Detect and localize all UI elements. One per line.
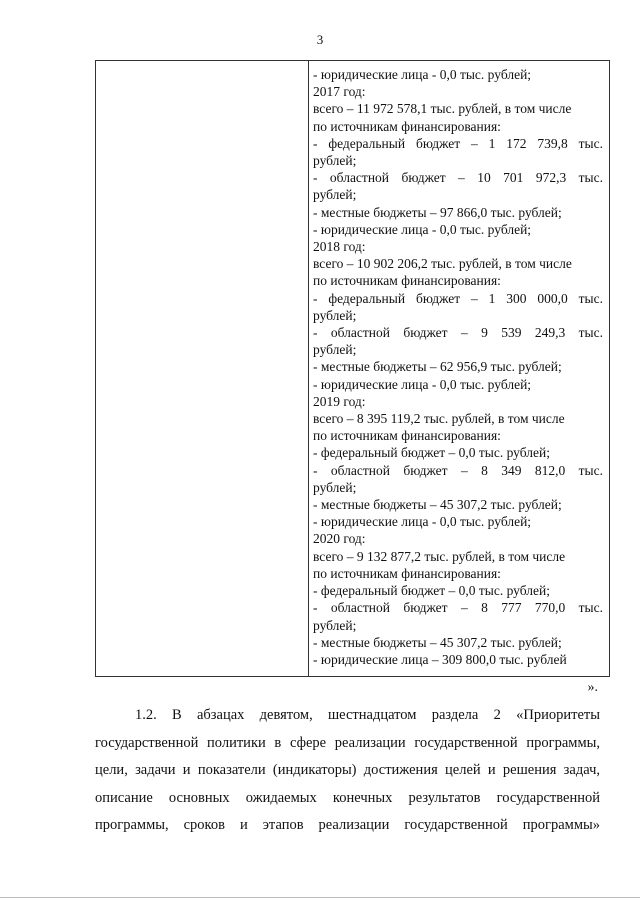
table-line: по источникам финансирования: bbox=[313, 565, 501, 581]
table-line: - местные бюджеты – 45 307,2 тыс. рублей; bbox=[313, 634, 562, 650]
table-line: - юридические лица - 0,0 тыс. рублей; bbox=[313, 376, 532, 392]
table-line: - областной бюджет – 8 777 770,0 тыс. bbox=[313, 600, 603, 616]
table-line: по источникам финансирования: bbox=[313, 428, 501, 444]
table-line: всего – 10 902 206,2 тыс. рублей, в том числе bbox=[313, 256, 572, 272]
closing-quote: ». bbox=[587, 680, 598, 695]
table-line: рублей; bbox=[313, 187, 357, 203]
paragraph-line: государственной политики в сфере реализации государственной программы, bbox=[95, 734, 600, 751]
table-line: - юридические лица - 0,0 тыс. рублей; bbox=[313, 67, 532, 82]
table-line: - юридические лица - 0,0 тыс. рублей; bbox=[313, 514, 532, 530]
table-line: - федеральный бюджет – 1 300 000,0 тыс. bbox=[313, 290, 603, 306]
table-line: - федеральный бюджет – 0,0 тыс. рублей; bbox=[313, 583, 550, 599]
table-line: всего – 11 972 578,1 тыс. рублей, в том числе bbox=[313, 101, 572, 117]
table-column-divider bbox=[308, 61, 309, 676]
table-line: рублей; bbox=[313, 307, 357, 323]
table-line: 2018 год: bbox=[313, 239, 366, 255]
financing-cell bbox=[313, 66, 603, 668]
paragraph-line: описание основных ожидаемых конечных результатов государственной bbox=[95, 789, 600, 806]
table-line: 2020 год: bbox=[313, 531, 366, 547]
table-line: по источникам финансирования: bbox=[313, 118, 501, 134]
table-line: - местные бюджеты – 45 307,2 тыс. рублей; bbox=[313, 497, 562, 513]
table-line: - федеральный бюджет – 1 172 739,8 тыс. bbox=[313, 135, 603, 151]
table-line: 2017 год: bbox=[313, 84, 366, 100]
amendment-paragraph bbox=[95, 702, 600, 840]
paragraph-line: программы, сроков и этапов реализации государственной программы» bbox=[95, 817, 600, 834]
table-line: - местные бюджеты – 62 956,9 тыс. рублей; bbox=[313, 359, 562, 375]
financing-table bbox=[95, 60, 610, 677]
bottom-rule bbox=[0, 897, 640, 898]
table-line: - областной бюджет – 9 539 249,3 тыс. bbox=[313, 325, 603, 341]
table-line: рублей; bbox=[313, 617, 357, 633]
table-line: - юридические лица - 0,0 тыс. рублей; bbox=[313, 221, 532, 237]
table-line: по источникам финансирования: bbox=[313, 273, 501, 289]
table-line: рублей; bbox=[313, 153, 357, 169]
table-line: рублей; bbox=[313, 342, 357, 358]
table-line: - областной бюджет – 8 349 812,0 тыс. bbox=[313, 462, 603, 478]
paragraph-line: 1.2. В абзацах девятом, шестнадцатом раздела 2 «Приоритеты bbox=[135, 707, 600, 723]
table-line: - федеральный бюджет – 0,0 тыс. рублей; bbox=[313, 445, 550, 461]
table-line: - областной бюджет – 10 701 972,3 тыс. bbox=[313, 170, 603, 186]
table-line: 2019 год: bbox=[313, 393, 366, 409]
table-line: рублей; bbox=[313, 479, 357, 495]
paragraph-line: цели, задачи и показатели (индикаторы) достижения целей и решения задач, bbox=[95, 762, 600, 779]
table-line: - местные бюджеты – 97 866,0 тыс. рублей; bbox=[313, 204, 562, 220]
page-number: 3 bbox=[316, 32, 324, 47]
table-line: всего – 8 395 119,2 тыс. рублей, в том числе bbox=[313, 411, 565, 427]
table-line: всего – 9 132 877,2 тыс. рублей, в том числе bbox=[313, 548, 566, 564]
table-line: - юридические лица – 309 800,0 тыс. рублей bbox=[313, 651, 567, 667]
